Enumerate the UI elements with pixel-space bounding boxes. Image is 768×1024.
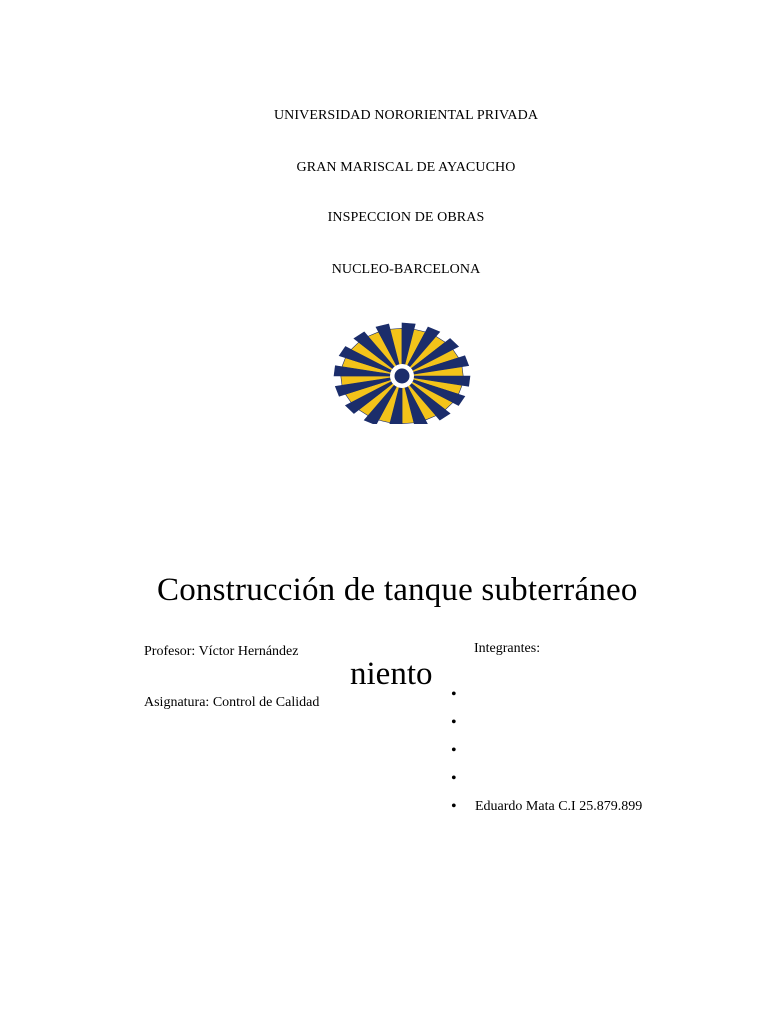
university-subtitle: GRAN MARISCAL DE AYACUCHO (296, 160, 516, 175)
bullet-icon: • (451, 742, 457, 759)
member-name: Eduardo Mata C.I 25.879.899 (475, 799, 643, 814)
bullet-icon: • (451, 714, 457, 731)
seal-center-dot (395, 369, 410, 384)
university-name: UNIVERSIDAD NORORIENTAL PRIVADA (273, 108, 539, 123)
bullet-icon: • (451, 770, 457, 787)
campus-name: NUCLEO-BARCELONA (331, 262, 481, 277)
overlapping-title-fragment: niento (350, 656, 433, 692)
university-seal-logo (331, 312, 473, 424)
bullet-icon: • (451, 798, 457, 815)
department-name: INSPECCION DE OBRAS (327, 210, 485, 225)
profesor-label: Profesor: Víctor Hernández (144, 644, 299, 659)
integrantes-label: Integrantes: (474, 641, 541, 656)
document-title: Construcción de tanque subterráneo (157, 572, 638, 608)
asignatura-label: Asignatura: Control de Calidad (144, 695, 320, 710)
bullet-icon: • (451, 686, 457, 703)
